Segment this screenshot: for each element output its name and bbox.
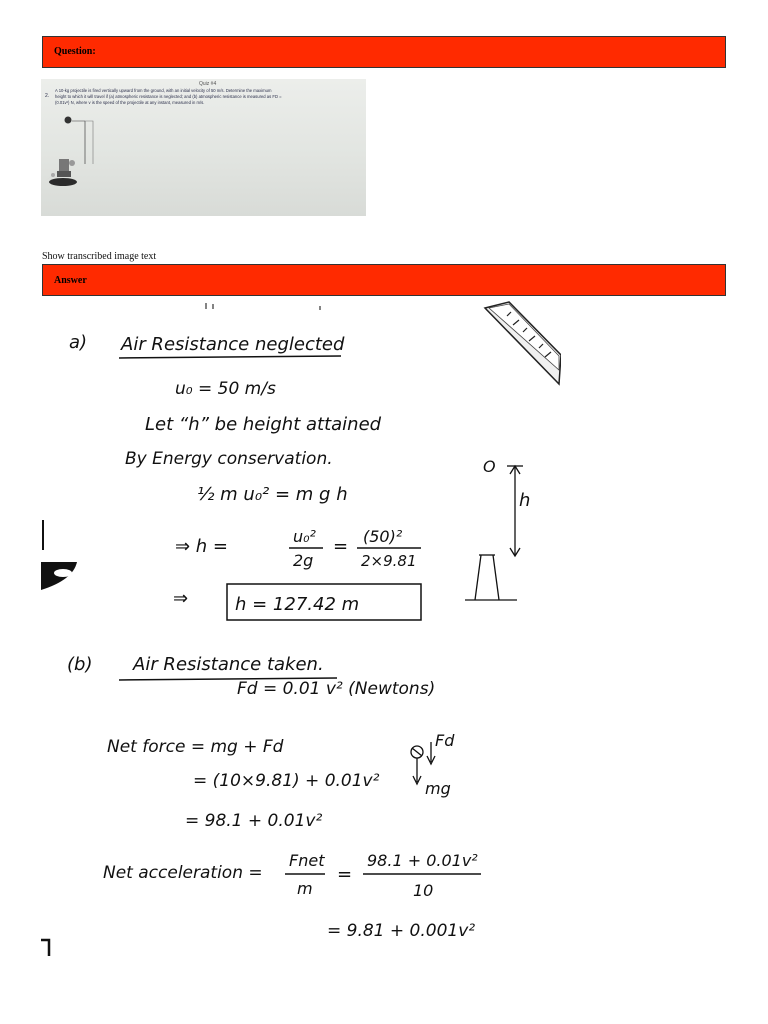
ruler-image <box>485 302 561 384</box>
accel-denominator: 10 <box>413 881 434 900</box>
net-acceleration-label: Net acceleration = <box>103 863 263 883</box>
drag-force-equation: Fd = 0.01 v² (Newtons) <box>237 679 436 699</box>
fbd-weight-label: mg <box>425 779 451 798</box>
fnet-denominator: m <box>297 879 313 898</box>
height-diagram <box>465 466 523 600</box>
diagram-height-label: h <box>519 490 531 511</box>
answer-header-label: Answer <box>54 275 87 286</box>
question-header-label: Question: <box>54 46 96 57</box>
fbd-drag-label: Fd <box>435 731 455 750</box>
part-b-label: (b) <box>67 654 93 675</box>
question-line-2: height to which it will travel if (a) atmospheric resistance is neglected; and (b) atmospheric resistance is measured as FD = <box>55 94 282 99</box>
accel-numerator: 98.1 + 0.01v² <box>367 851 478 870</box>
part-b-title: Air Resistance taken. <box>133 654 324 675</box>
h-frac-denominator: 2g <box>293 551 314 570</box>
part-a-label: a) <box>69 332 88 353</box>
net-force-equation: Net force = mg + Fd <box>107 737 284 757</box>
h-frac2-numerator: (50)² <box>363 527 403 546</box>
let-h-statement: Let “h” be height attained <box>145 414 382 435</box>
net-force-line-3: = 98.1 + 0.01v² <box>185 811 323 831</box>
equals-sign: = <box>333 536 349 557</box>
question-number: 2. <box>45 93 50 99</box>
equals-sign-2: = <box>337 864 353 885</box>
handwritten-solution <box>41 300 561 960</box>
part-a-title: Air Resistance neglected <box>121 334 345 355</box>
projectile-sketch <box>41 79 366 216</box>
quiz-header: Quiz #4 <box>199 81 217 87</box>
h-formula-lhs: ⇒ h = <box>175 536 229 557</box>
h-frac-numerator: u₀² <box>293 527 316 546</box>
h-frac2-denominator: 2×9.81 <box>361 552 417 570</box>
scribble-marks <box>206 303 320 310</box>
desk-edge <box>41 520 77 956</box>
h-result: h = 127.42 m <box>235 594 360 615</box>
result-arrow: ⇒ <box>173 588 189 609</box>
accel-final: = 9.81 + 0.001v² <box>327 921 476 941</box>
net-force-line-2: = (10×9.81) + 0.01v² <box>193 771 380 791</box>
energy-equation: ½ m u₀² = m g h <box>197 484 348 505</box>
part-a-title-underline <box>119 356 341 358</box>
question-line-1: A 10-kg projectile is fired vertically upward from the ground, with an initial velocity of 50 m/s. Determine the maximum <box>55 88 272 93</box>
free-body-diagram <box>411 742 435 784</box>
question-line-3: (0.01v²) N, where v is the speed of the projectile at any instant, measured in m/s. <box>55 100 205 105</box>
fnet-numerator: Fnet <box>289 851 325 870</box>
question-header-bar <box>42 36 726 68</box>
answer-header-bar <box>42 264 726 296</box>
initial-velocity: u₀ = 50 m/s <box>175 379 276 399</box>
energy-conservation-text: By Energy conservation. <box>125 449 333 469</box>
question-photo <box>41 79 366 216</box>
show-transcribed-link[interactable]: Show transcribed image text <box>42 251 157 262</box>
diagram-origin-label: O <box>483 457 496 476</box>
